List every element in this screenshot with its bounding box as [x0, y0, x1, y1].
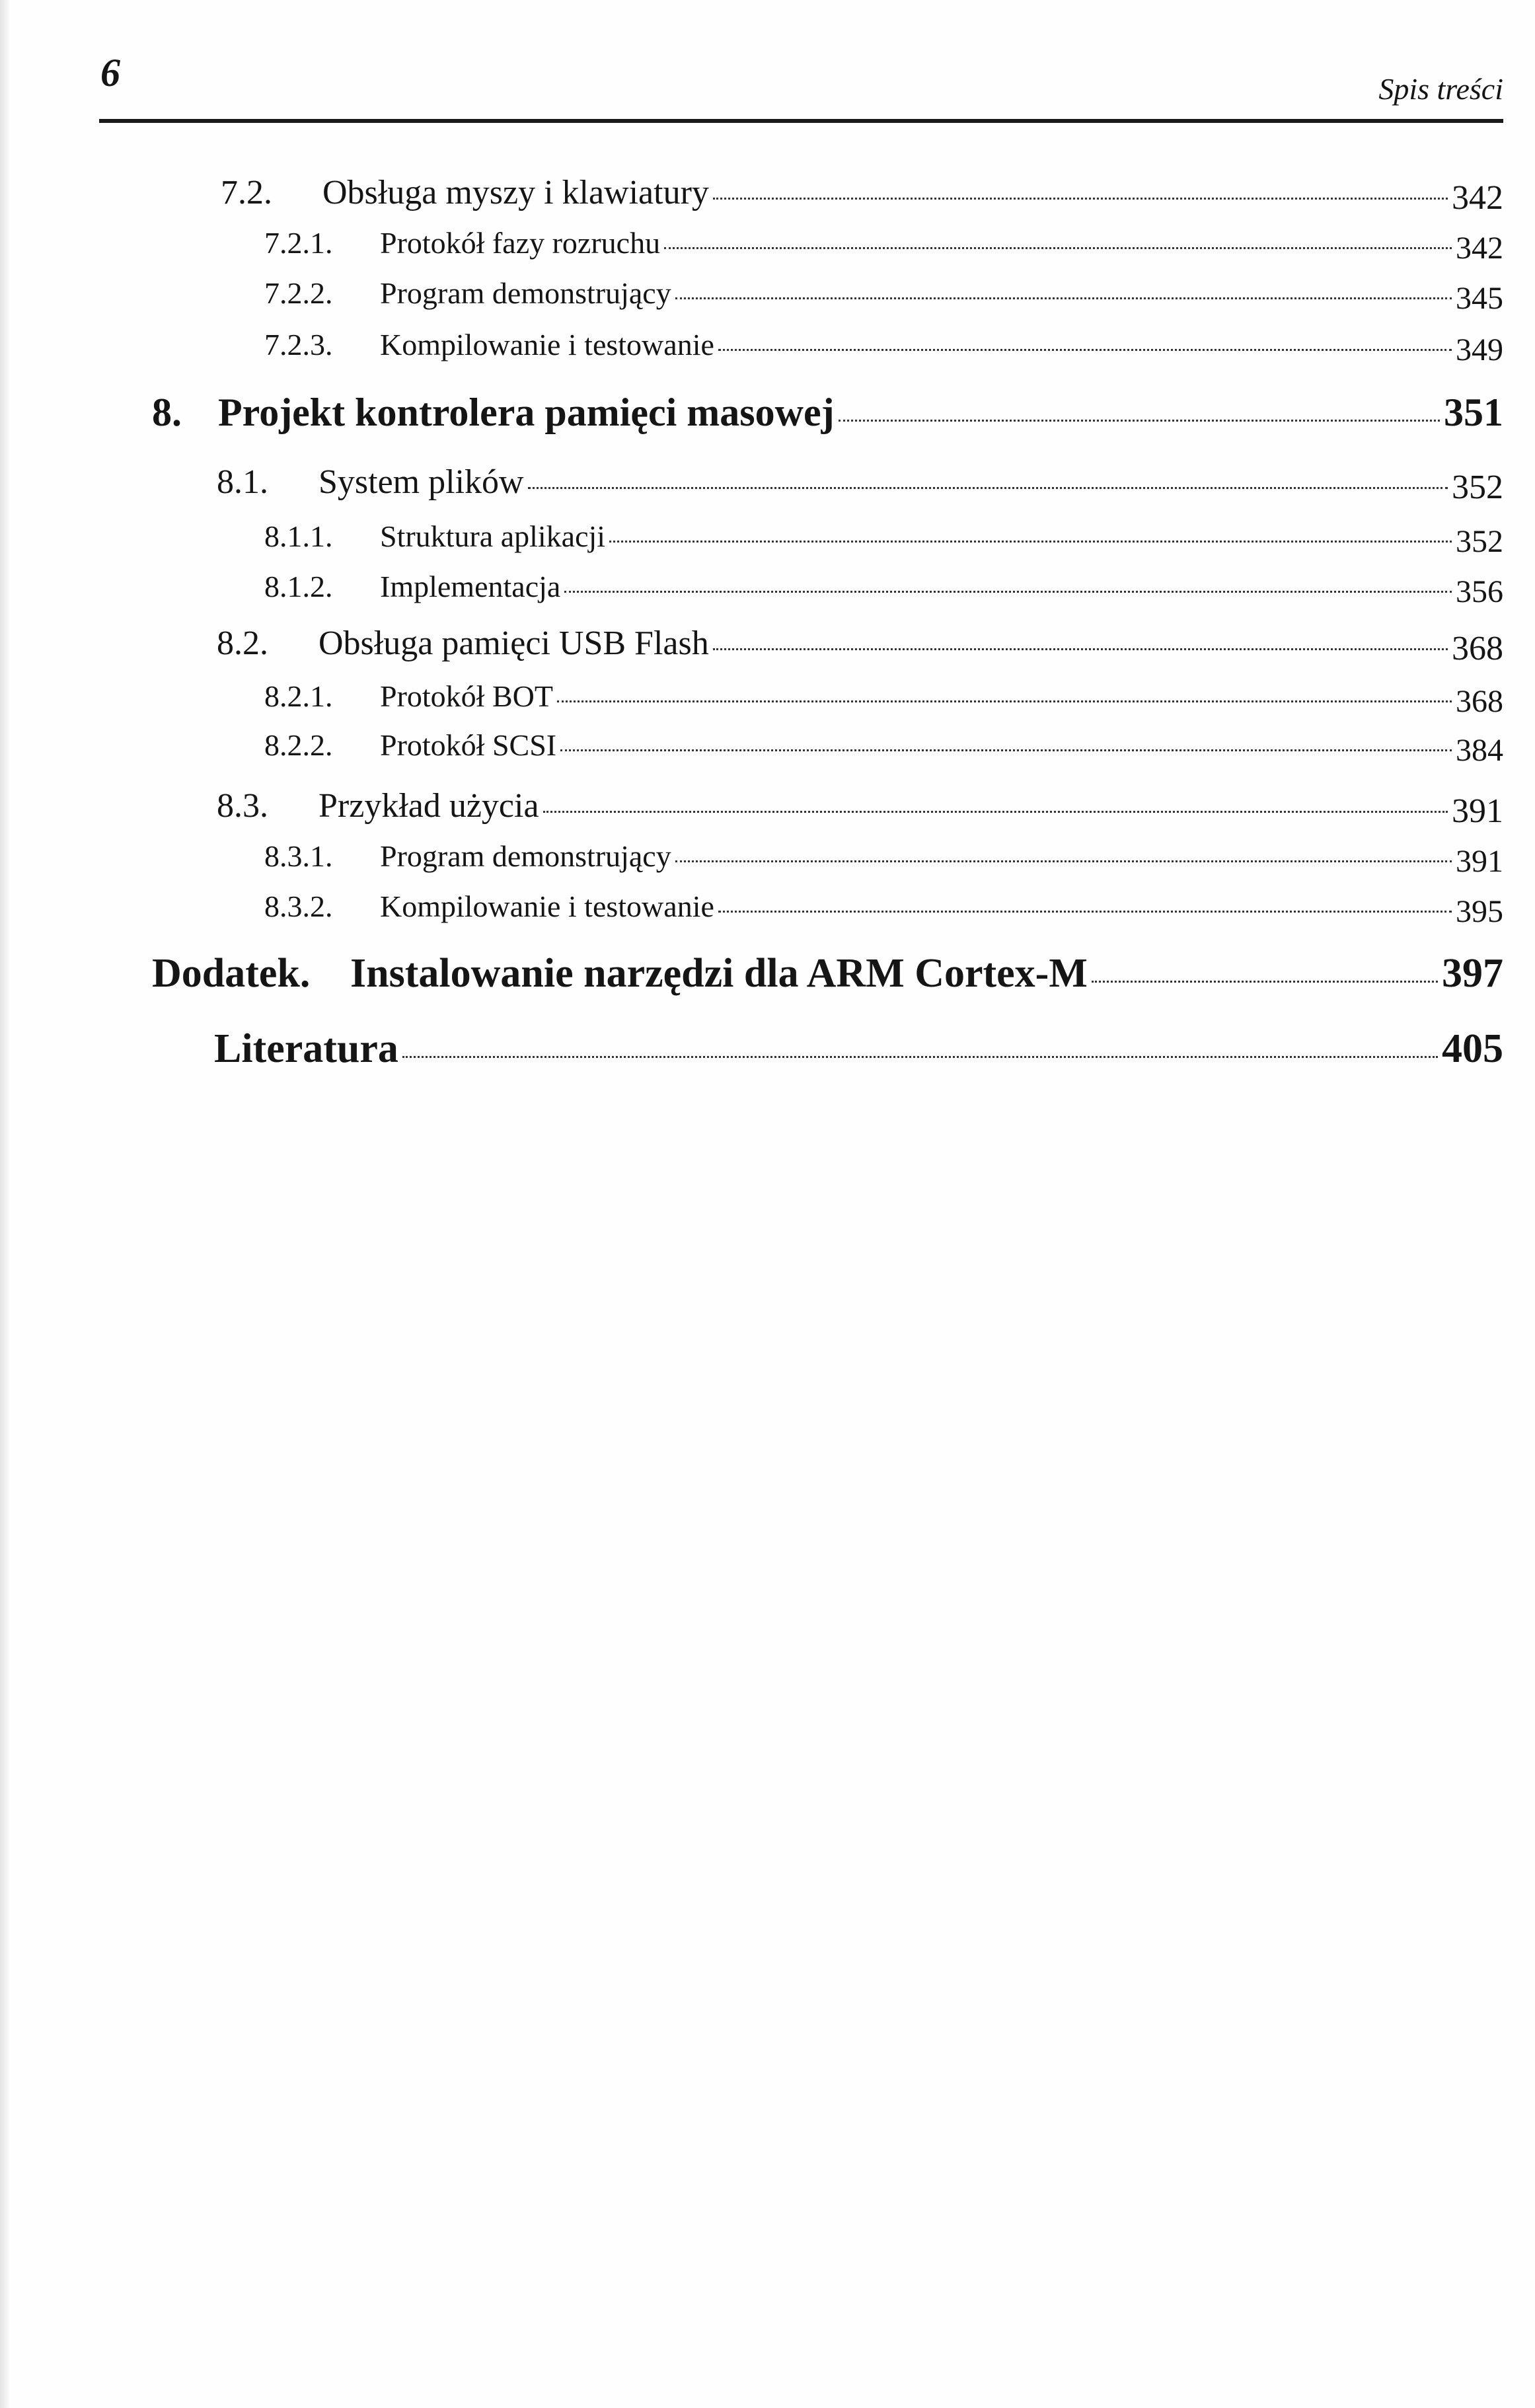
- toc-title: Implementacja: [380, 570, 561, 603]
- toc-number: 7.2.: [221, 174, 272, 211]
- dot-leader: [675, 860, 1452, 862]
- dot-leader: [609, 541, 1452, 543]
- dot-leader: [839, 420, 1440, 422]
- dot-leader: [557, 700, 1452, 702]
- toc-page: 368: [1456, 684, 1503, 719]
- toc-title: Protokół BOT: [380, 679, 553, 713]
- toc-number: 8.2.: [217, 624, 268, 662]
- toc-title: Program demonstrujący: [380, 839, 671, 873]
- toc-page: 405: [1442, 1026, 1503, 1071]
- toc-entry-8-2-1: [264, 678, 1503, 719]
- toc-entry-8-3: [217, 786, 1503, 830]
- toc-title: Protokół SCSI: [380, 728, 557, 762]
- toc-number: 7.2.2.: [264, 276, 333, 310]
- dot-leader: [543, 811, 1448, 813]
- toc-title: Przykład użycia: [318, 787, 539, 825]
- toc-number: 8.1.1.: [264, 519, 333, 553]
- toc-number: 8.1.: [217, 463, 268, 501]
- toc-page: 391: [1456, 844, 1503, 879]
- dot-leader: [675, 297, 1452, 299]
- toc-entry-8-2: [217, 624, 1503, 667]
- toc-page: 345: [1456, 281, 1503, 316]
- dot-leader: [402, 1056, 1438, 1058]
- toc-chapter-8: [152, 390, 1503, 435]
- toc-entry-7-2-2: [264, 275, 1503, 316]
- toc-appendix: [152, 950, 1503, 997]
- toc-entry-8-1-2: [264, 568, 1503, 609]
- toc-number: Dodatek.: [152, 951, 311, 996]
- dot-leader: [713, 198, 1448, 200]
- toc-entry-8-1-1: [264, 518, 1503, 559]
- toc-page: 356: [1456, 574, 1503, 609]
- toc-page: 395: [1456, 894, 1503, 929]
- toc-title: System plików: [318, 463, 524, 501]
- toc-page: 349: [1456, 332, 1503, 367]
- toc-entry-7-2: [221, 173, 1503, 217]
- toc-page: 351: [1444, 391, 1503, 434]
- toc-page: 342: [1452, 179, 1503, 217]
- dot-leader: [1092, 981, 1438, 983]
- dot-leader: [664, 247, 1452, 249]
- toc-number: 8.: [152, 391, 182, 434]
- toc-entry-7-2-3: [264, 326, 1503, 367]
- toc-number: 8.2.2.: [264, 728, 333, 762]
- toc-number: 7.2.3.: [264, 328, 333, 361]
- toc-page: 391: [1452, 792, 1503, 830]
- toc-page: 342: [1456, 231, 1503, 266]
- toc-title: Projekt kontrolera pamięci masowej: [218, 391, 835, 434]
- toc-title: Kompilowanie i testowanie: [380, 889, 714, 923]
- toc-number: 8.1.2.: [264, 570, 333, 603]
- toc-number: 8.3.: [217, 787, 268, 825]
- toc-title: Protokół fazy rozruchu: [380, 226, 661, 260]
- toc-number: 8.2.1.: [264, 679, 333, 713]
- running-title: Spis treści: [1378, 72, 1503, 106]
- toc-number: 8.3.1.: [264, 839, 333, 873]
- dot-leader: [713, 648, 1448, 650]
- toc-page: 368: [1452, 630, 1503, 667]
- toc-title: Obsługa myszy i klawiatury: [322, 174, 709, 211]
- toc-entry-7-2-1: [264, 225, 1503, 266]
- dot-leader: [560, 749, 1452, 751]
- toc-number: 8.3.2.: [264, 889, 333, 923]
- dot-leader: [528, 487, 1448, 489]
- toc-title: Struktura aplikacji: [380, 519, 606, 553]
- toc-number: 7.2.1.: [264, 226, 333, 260]
- toc-page: 352: [1456, 524, 1503, 559]
- toc-entry-8-3-2: [264, 888, 1503, 929]
- toc-entry-8-2-2: [264, 727, 1503, 768]
- toc-title: Obsługa pamięci USB Flash: [318, 624, 709, 662]
- toc-page: 352: [1452, 469, 1503, 506]
- toc-title: Instalowanie narzędzi dla ARM Cortex-M: [350, 951, 1088, 996]
- toc-bibliography: [214, 1026, 1503, 1072]
- dot-leader: [564, 591, 1452, 593]
- dot-leader: [718, 349, 1452, 351]
- dot-leader: [718, 911, 1452, 913]
- toc-entry-8-3-1: [264, 838, 1503, 879]
- toc-title: Kompilowanie i testowanie: [380, 328, 714, 361]
- toc-title: Literatura: [214, 1026, 398, 1071]
- toc-title: Program demonstrujący: [380, 276, 671, 310]
- toc-entry-8-1: [217, 463, 1503, 506]
- toc-page: 397: [1442, 951, 1503, 996]
- toc-page: 384: [1456, 733, 1503, 768]
- page-number: 6: [100, 51, 120, 94]
